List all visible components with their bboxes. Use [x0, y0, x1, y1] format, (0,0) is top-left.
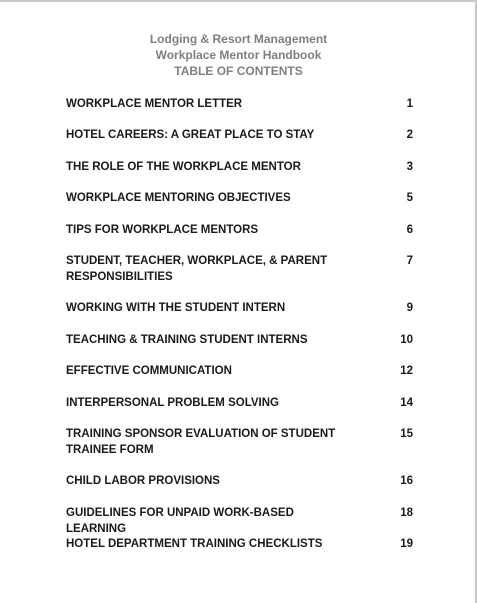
- toc-entry-title: WORKPLACE MENTOR LETTER: [66, 98, 243, 110]
- toc-entry-title: TEACHING & TRAINING STUDENT INTERNS: [66, 334, 308, 346]
- toc-entry-page: 10: [400, 334, 413, 346]
- toc-entry-title: HOTEL CAREERS: A GREAT PLACE TO STAY: [66, 129, 315, 141]
- toc-entry-title: THE ROLE OF THE WORKPLACE MENTOR: [66, 161, 301, 173]
- toc-entry-page: 15: [400, 428, 413, 440]
- toc-entry-page: 16: [400, 475, 413, 487]
- program-title: Lodging & Resort Management: [149, 32, 328, 46]
- toc-entry-page: 5: [406, 192, 413, 204]
- toc-entry-title: GUIDELINES FOR UNPAID WORK-BASED LEARNING: [66, 507, 294, 535]
- handbook-title: Workplace Mentor Handbook: [155, 48, 322, 62]
- toc-entry-title: EFFECTIVE COMMUNICATION: [66, 365, 232, 377]
- toc-entry-page: 3: [406, 161, 413, 173]
- toc-entry-page: 1: [406, 98, 413, 110]
- toc-entry-title: HOTEL DEPARTMENT TRAINING CHECKLISTS: [66, 538, 323, 550]
- toc-entry-title: CHILD LABOR PROVISIONS: [66, 475, 220, 487]
- toc-entry-title: TIPS FOR WORKPLACE MENTORS: [66, 224, 259, 236]
- toc-entry: [66, 332, 416, 348]
- toc-entry: [66, 505, 416, 537]
- toc-entry: [66, 300, 416, 316]
- toc-entry-title: STUDENT, TEACHER, WORKPLACE, & PARENT RESPONSIBILITIES: [66, 255, 328, 283]
- toc-entry: [66, 190, 416, 206]
- toc-entry-title: WORKING WITH THE STUDENT INTERN: [66, 302, 286, 314]
- toc-entry-page: 9: [406, 302, 413, 314]
- toc-entry: [66, 159, 416, 175]
- toc-entry-page: 12: [400, 365, 413, 377]
- toc-entry-page: 14: [400, 397, 413, 409]
- toc-heading: TABLE OF CONTENTS: [174, 64, 303, 78]
- toc-entry-page: 18: [400, 507, 413, 519]
- toc-entry-page: 19: [400, 538, 413, 550]
- document-header: [0, 31, 477, 79]
- toc-entry: [66, 253, 416, 285]
- toc-entry-title: INTERPERSONAL PROBLEM SOLVING: [66, 397, 279, 409]
- toc-entry: [66, 127, 416, 143]
- toc-entry: [66, 363, 416, 379]
- toc-entry: [66, 395, 416, 411]
- toc-entry: [66, 426, 416, 458]
- page-top-border: [0, 0, 477, 2]
- toc-entry: [66, 222, 416, 238]
- toc-entry-page: 7: [406, 255, 413, 267]
- toc-entry-page: 2: [406, 129, 413, 141]
- toc-entry: [66, 473, 416, 489]
- toc-entry: [66, 96, 416, 112]
- toc-entry-title: WORKPLACE MENTORING OBJECTIVES: [66, 192, 291, 204]
- toc-entry: [66, 536, 416, 552]
- toc-entry-page: 6: [406, 224, 413, 236]
- toc-entry-title: TRAINING SPONSOR EVALUATION OF STUDENT TRAINEE FORM: [66, 428, 336, 456]
